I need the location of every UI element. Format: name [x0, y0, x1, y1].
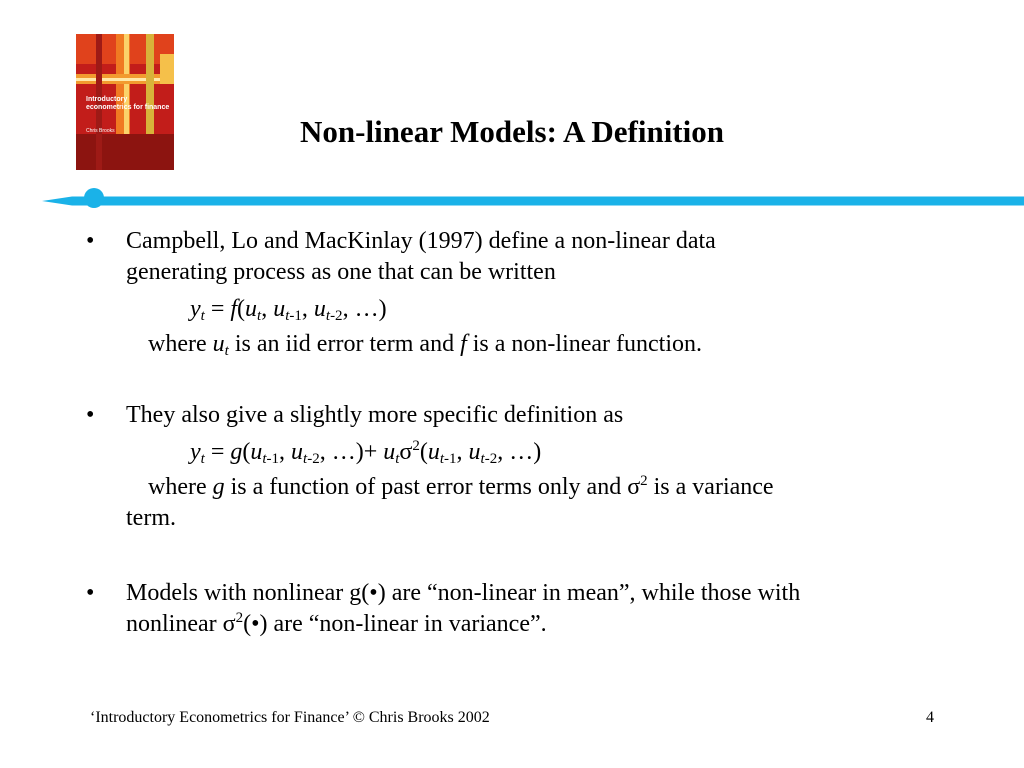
book-cover-author: Chris Brooks	[86, 128, 115, 134]
slide-title: Non-linear Models: A Definition	[300, 114, 724, 149]
slide-body	[86, 226, 966, 640]
book-cover-image	[76, 34, 174, 170]
page-number: 4	[926, 709, 934, 726]
bullet-item	[86, 400, 966, 431]
bullet-marker: •	[86, 228, 95, 254]
footer-copyright: ‘Introductory Econometrics for Finance’ © Chris Brooks 2002	[90, 709, 490, 726]
equation: $y_t = g(u_{t-1}$, $u_{t-2}$, …)+ $u_t\sigma^2(u_{t-1}$, $u_{t-2}$, …)	[190, 438, 542, 467]
title-divider	[42, 186, 1024, 216]
bullet-text-continued: generating process as one that can be written	[126, 259, 556, 285]
bullet-marker: •	[86, 580, 95, 606]
book-cover-title: Introductory econometrics for finance	[86, 96, 170, 111]
bullet-text: Models with nonlinear g(•) are “non-linear in mean”, while those with	[126, 580, 801, 606]
equation-explanation-continued: term.	[126, 505, 176, 531]
bullet-item	[86, 226, 966, 288]
bullet-text: They also give a slightly more specific definition as	[126, 402, 624, 428]
bullet-text-continued: nonlinear $\sigma^2(•)$ are “non-linear in variance”.	[126, 610, 547, 637]
equation-explanation: where $u_t$ is an iid error term and f is a non-linear function.	[148, 331, 703, 359]
equation-explanation: where g is a function of past error terms only and $\sigma^2$ is a variance	[148, 473, 774, 500]
equation: $y_t = f(u_t$, $u_{t-1}$, $u_{t-2}$, …)	[190, 296, 387, 324]
bullet-text: Campbell, Lo and MacKinlay (1997) define a non-linear data	[126, 228, 716, 254]
bullet-marker: •	[86, 402, 95, 428]
bullet-item	[86, 578, 966, 640]
